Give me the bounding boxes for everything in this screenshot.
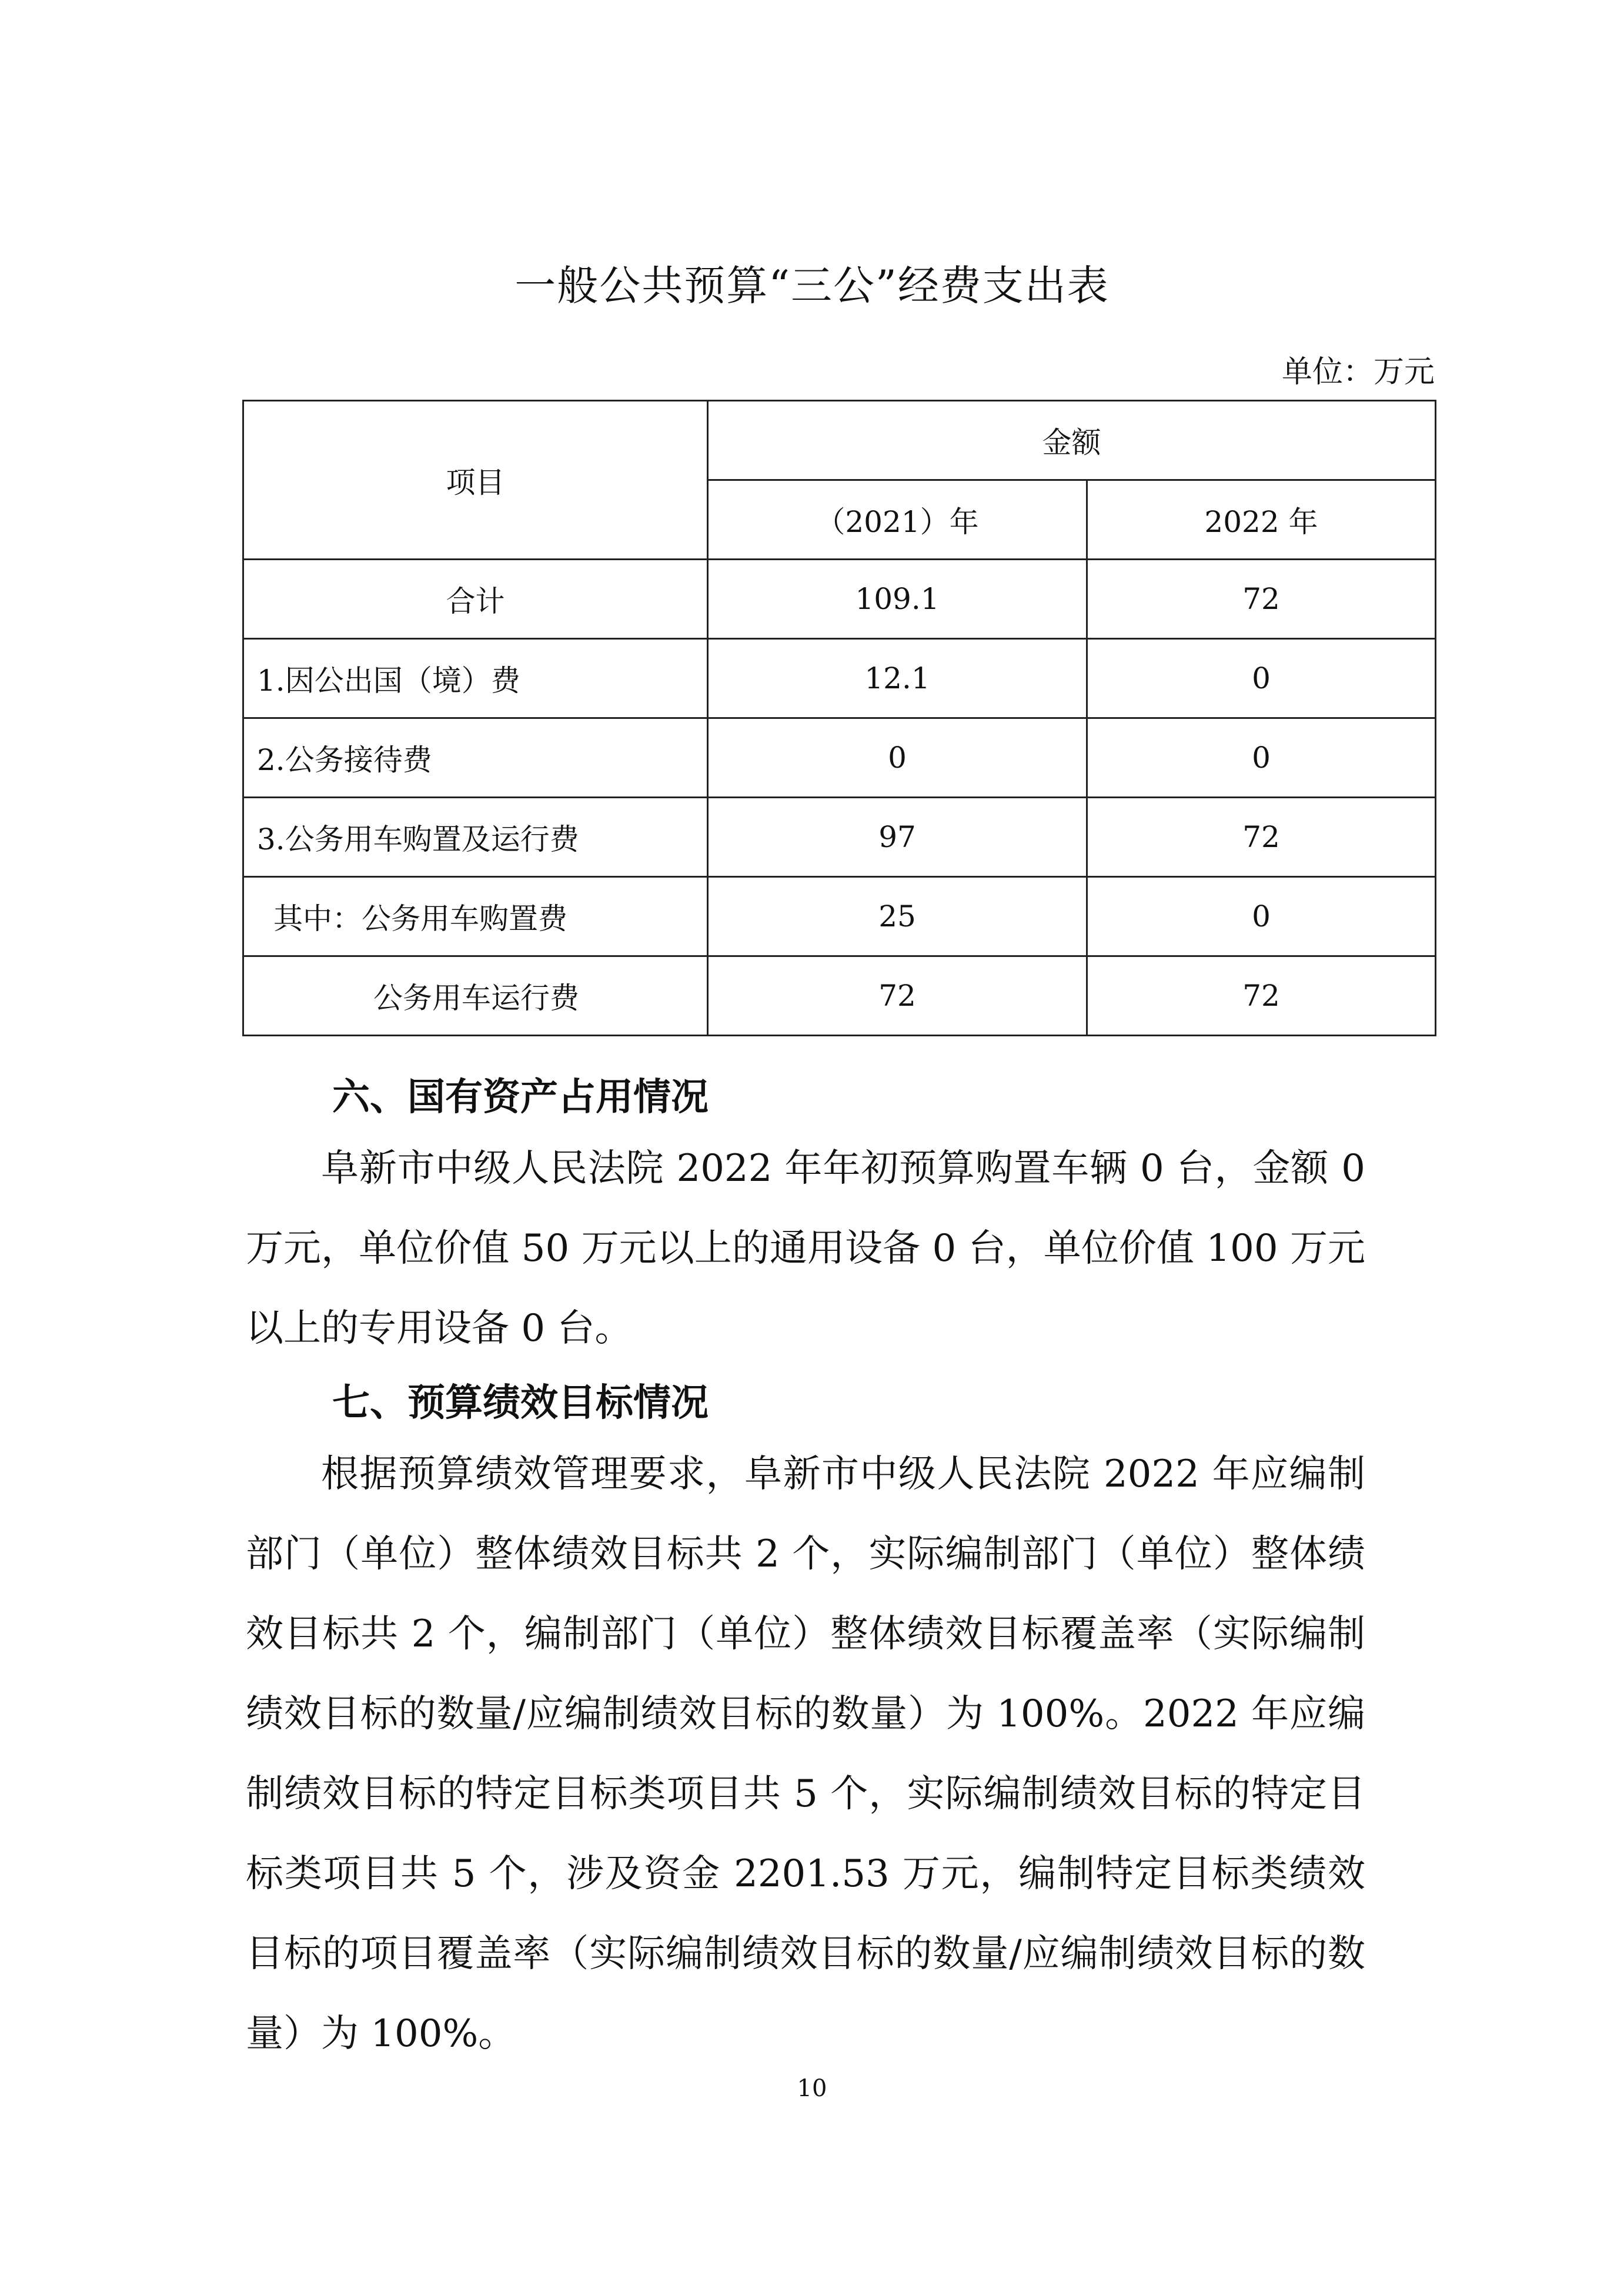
row-value-2022: 0 — [1087, 639, 1436, 718]
row-value-2021: 97 — [708, 798, 1087, 877]
table-row — [243, 877, 1436, 956]
header-amount: 金额 — [708, 401, 1436, 480]
row-value-2021: 12.1 — [708, 639, 1087, 718]
header-item: 项目 — [243, 401, 708, 560]
section-6-heading: 六、国有资产占用情况 — [332, 1076, 709, 1119]
row-label: 1.因公出国（境）费 — [243, 639, 708, 718]
page-title: 一般公共预算“三公”经费支出表 — [514, 262, 1110, 310]
page-number: 10 — [797, 2075, 827, 2102]
section-6-paragraph: 阜新市中级人民法院 2022 年年初预算购置车辆 0 台，金额 0 万元，单位价值 50 万元以上的通用设备 0 台，单位价值 100 万元以上的专用设备 0 台。 — [246, 1147, 1365, 1350]
row-label: 3.公务用车购置及运行费 — [243, 798, 708, 877]
row-label: 合计 — [243, 560, 708, 639]
row-value-2021: 72 — [708, 956, 1087, 1036]
table-row — [243, 639, 1436, 718]
table-row — [243, 718, 1436, 798]
table-row — [243, 798, 1436, 877]
section-7-heading: 七、预算绩效目标情况 — [332, 1381, 709, 1425]
row-label: 2.公务接待费 — [243, 718, 708, 798]
row-value-2021: 109.1 — [708, 560, 1087, 639]
section-7-paragraph: 根据预算绩效管理要求，阜新市中级人民法院 2022 年应编制部门（单位）整体绩效目标共 2 个，实际编制部门（单位）整体绩效目标共 2 个，编制部门（单位）整体绩效目标覆盖率（实际编制绩效目标的数量/应编制绩效目标的数量）为 100%。2022 年应编制绩效目标的特定目标类项目共 5 个，实际编制绩效目标的特定目标类项目共 5 个，涉及资金 2201.53 万元，编制特定目标类绩效目标的项目覆盖率（实际编制绩效目标的数量/应编制绩效目标的数量）为 100%。 — [246, 1452, 1365, 2056]
row-value-2022: 72 — [1087, 560, 1436, 639]
row-label: 其中：公务用车购置费 — [243, 877, 708, 956]
unit-label: 单位：万元 — [1281, 354, 1435, 390]
row-value-2021: 25 — [708, 877, 1087, 956]
header-year-2022: 2022 年 — [1087, 480, 1436, 560]
row-value-2022: 0 — [1087, 877, 1436, 956]
row-value-2021: 0 — [708, 718, 1087, 798]
table-row — [243, 956, 1436, 1036]
row-value-2022: 72 — [1087, 956, 1436, 1036]
row-label: 公务用车运行费 — [243, 956, 708, 1036]
header-year-2021: （2021）年 — [708, 480, 1087, 560]
row-value-2022: 72 — [1087, 798, 1436, 877]
table-row — [243, 560, 1436, 639]
three-public-expenses-table — [242, 400, 1436, 1036]
row-value-2022: 0 — [1087, 718, 1436, 798]
